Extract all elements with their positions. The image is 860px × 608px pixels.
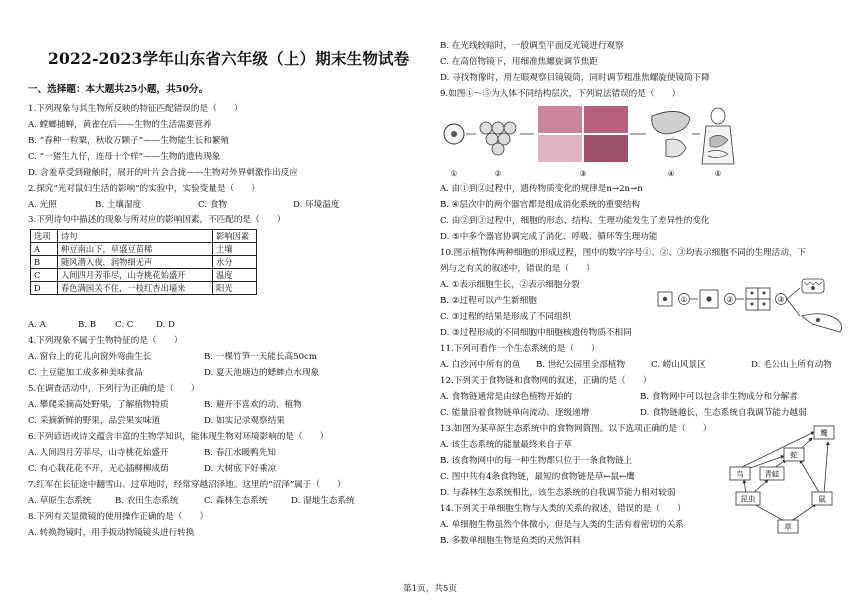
q2-option-d: D. 环境温度: [293, 200, 340, 210]
section-heading: 一、选择题：本大题共25小题，共50分。: [28, 84, 209, 95]
table-cell: 春色满园关不住，一枝红杏出墙来: [58, 282, 213, 295]
table-row: [31, 282, 257, 295]
q8-option-c: C. 在高倍物镜下，用细准焦螺旋调节焦距: [440, 57, 598, 67]
q1-option-d: D. 含羞草受到碰触时，展开的叶片会合拢——生物对外界刺激作出反应: [28, 168, 298, 178]
figure-label: ②: [494, 169, 502, 178]
q13-option-a: A. 该生态系统的能量最终来自于草: [440, 440, 572, 450]
q12-option-c: C. 能量沿着食物链单向流动、逐级递增: [440, 408, 590, 418]
q3-option-b: B. B: [78, 320, 97, 330]
table-cell: A: [31, 243, 58, 256]
q3-stem: 3.下列诗句中描述的现象与所对应的影响因素，不匹配的是（ ）: [28, 215, 286, 225]
q1-option-b: B. “春种一粒粟，秋收万颗子”——生物能生长和繁殖: [28, 136, 230, 146]
q12-option-b: B. 食物网中可以包含非生物成分和分解者: [640, 392, 798, 402]
q3-option-c: C. C: [115, 320, 134, 330]
q5-option-d: D. 如实记录观察结果: [204, 416, 285, 426]
q13-option-b: B. 该食物网中的每一种生物都只位于一条食物链上: [440, 456, 633, 466]
q9-option-c: C. 由②到③过程中，细胞的形态、结构、生理功能发生了差异性的变化: [440, 216, 710, 226]
q5-option-a: A. 攀爬采摘高处野果，了解植物特质: [28, 400, 169, 410]
q13-option-d: D. 与森林生态系统相比，该生态系统的自我调节能力相对较弱: [440, 488, 676, 498]
q13-option-c: C. 图中共有4条食物链，最短的食物链是草←鼠←鹰: [440, 472, 635, 482]
table-cell: 温度: [213, 269, 257, 282]
q8-option-d: D. 寻找物像时，用左眼观察目镜镜筒，同时调节粗准焦螺旋使镜筒下降: [440, 73, 710, 83]
table-header-cell: 选项: [31, 230, 58, 243]
q8-option-b: B. 在光线较暗时，一般调至平面反光镜进行观察: [440, 41, 624, 51]
organ-icon: [652, 111, 690, 157]
q7-option-c: C. 森林生态系统: [204, 496, 268, 506]
node-label: 鸟: [736, 469, 744, 479]
tissue-images: [538, 106, 628, 162]
q11-option-a: A. 白沙河中所有的鱼: [440, 360, 521, 370]
q1-option-c: C. “一猪生九仔，连母十个样”——生物的遗传现象: [28, 152, 221, 162]
q7-option-b: B. 农田生态系统: [115, 496, 179, 506]
table-cell: 随风潜入夜，润物细无声: [58, 256, 213, 269]
q4-option-a: A. 窗台上的花儿向窗外弯曲生长: [28, 352, 152, 362]
body-structure-figure: [440, 104, 740, 178]
q4-option-c: C. 土豆能加工成多种美味食品: [28, 368, 143, 378]
table-header-cell: 诗句: [58, 230, 213, 243]
cell-type-icon: [802, 314, 842, 332]
q8-option-a: A. 转换物镜时，用手扳动物镜镜头进行转换: [28, 528, 195, 538]
node-label: 鼠: [818, 494, 826, 504]
node-label: 蛇: [790, 450, 798, 460]
figure-label: ③: [579, 169, 587, 178]
q11-option-d: D. 毛公山上所有动物: [751, 360, 832, 370]
page-title: 2022-2023学年山东省六年级（上）期末生物试卷: [48, 49, 410, 68]
q8-stem: 8.下列有关显微镜的使用操作正确的是（ ）: [28, 512, 209, 522]
q6-option-d: D. 大树底下好乘凉: [204, 464, 277, 474]
q10-option-d: D. ③过程形成的不同细胞中细胞核遗传物质不相同: [440, 328, 632, 338]
page-footer: 第1页，共5页: [403, 584, 457, 594]
q14-stem: 14.下列关于单细胞生物与人类的关系的叙述，错误的是（ ）: [440, 504, 686, 514]
node-label: 昆虫: [740, 494, 756, 504]
q2-stem: 2.探究“光对鼠妇生活的影响”的实验中，实验变量是（ ）: [28, 184, 260, 194]
cell-division-figure: [654, 276, 848, 342]
table-header-cell: 影响因素: [213, 230, 257, 243]
q1-option-a: A. 螳螂捕蝉，黄雀在后——生物的生活需要营养: [28, 120, 212, 130]
q9-option-a: A. 由①到②过程中，遗传物质变化的规律是n→2n→n: [440, 184, 643, 194]
table-row: [31, 243, 257, 256]
q11-option-b: B. 世纪公园里全部植物: [536, 360, 626, 370]
q9-stem: 9.如图①～⑤为人体不同结构层次，下列说法错误的是（ ）: [440, 89, 681, 99]
figure-label: ④: [667, 169, 675, 178]
digestive-system-icon: [702, 108, 734, 164]
q6-stem: 6.下列谚语或诗文蕴含丰富的生物学知识，能体现生物对环境影响的是（ ）: [28, 432, 329, 442]
figure-label: ①: [450, 169, 458, 178]
step-label: ②: [726, 295, 734, 304]
q14-option-b: B. 多数单细胞生物是鱼类的天然饵料: [440, 536, 581, 546]
q10-option-c: C. ③过程的结果是形成了不同组织: [440, 312, 572, 322]
q11-option-c: C. 崂山风景区: [651, 360, 706, 370]
q2-option-b: B. 土壤湿度: [95, 200, 142, 210]
table-cell: C: [31, 269, 58, 282]
q9-option-b: B. ④层次中的两个器官都是组成消化系统的重要结构: [440, 200, 640, 210]
q5-option-c: C. 采摘新鲜的野果，品尝果实味道: [28, 416, 161, 426]
q5-stem: 5.在调查活动中，下列行为正确的是（ ）: [28, 384, 200, 394]
node-label: 草: [784, 522, 792, 532]
q6-option-b: B. 春江水暖鸭先知: [204, 448, 276, 458]
table-row: [31, 269, 257, 282]
table-header-row: [31, 230, 257, 243]
node-label: 青蛙: [764, 469, 780, 479]
q6-option-a: A. 人间四月芳菲尽，山寺桃花始盛开: [28, 448, 169, 458]
q10-option-a: A. ①表示细胞生长，②表示细胞分裂: [440, 280, 580, 290]
table-cell: D: [31, 282, 58, 295]
q6-option-c: C. 有心栽花花不开，无心插柳柳成荫: [28, 464, 169, 474]
table-cell: B: [31, 256, 58, 269]
table-cell: 土壤: [213, 243, 257, 256]
food-web-diagram: [724, 424, 850, 536]
table-cell: 种豆南山下，草盛豆苗稀: [58, 243, 213, 256]
node-label: 鹰: [820, 428, 828, 438]
q4-option-d: D. 夏天池塘边的蟋蟀点水现象: [204, 368, 320, 378]
q7-option-d: D. 湿地生态系统: [291, 496, 355, 506]
figure-labels: [451, 169, 722, 178]
q10-stem: 10.图示植物体两种细胞的形成过程，图中的数字序号①、②、③均表示细胞不同的生理活动，下: [440, 248, 807, 258]
step-label: ①: [680, 295, 688, 304]
cell-type-icon: [802, 279, 824, 293]
q3-option-d: D. D: [156, 320, 175, 330]
food-web-nodes: [730, 426, 834, 533]
q1-stem: 1.下列现象与其生物所反映的特征匹配错误的是（ ）: [28, 104, 243, 114]
table-cell: 人间四月芳菲尽，山寺桃花始盛开: [58, 269, 213, 282]
q3-option-a: A. A: [28, 320, 46, 330]
q14-option-a: A. 单细胞生物虽然个体微小，但是与人类的生活有着密切的关系: [440, 520, 684, 530]
q5-option-b: B. 避开不喜欢的动、植物: [204, 400, 302, 410]
q10-option-b: B. ②过程可以产生新细胞: [440, 296, 537, 306]
step-label: ③: [777, 295, 785, 304]
table-cell: 阳光: [213, 282, 257, 295]
q12-option-a: A. 食物链通常是由绿色植物开始的: [440, 392, 572, 402]
q7-option-a: A. 草原生态系统: [28, 496, 92, 506]
q11-stem: 11.下列可看作一个生态系统的是（ ）: [440, 344, 600, 354]
table-row: [31, 256, 257, 269]
q4-option-b: B. 一棵竹笋一天能长高50cm: [204, 352, 318, 362]
cell-cluster-icon: [480, 122, 516, 155]
figure-label: ⑤: [714, 169, 722, 178]
q9-option-d: D. ⑤中多个器官协调完成了消化、呼吸、循环等生理功能: [440, 232, 658, 242]
q7-stem: 7.红军在长征途中翻雪山、过草地时，经常穿越沼泽地。这里的“沼泽”属于（ ）: [28, 480, 346, 490]
cell-icon: [444, 124, 464, 144]
table-cell: 水分: [213, 256, 257, 269]
q2-option-c: C. 食物: [198, 200, 227, 210]
q2-option-a: A. 光照: [28, 200, 57, 210]
q12-stem: 12.下列关于食物链和食物网的叙述，正确的是（ ）: [440, 376, 652, 386]
q13-stem: 13.如图为某草原生态系统中的食物网简图。以下选项正确的是（ ）: [440, 424, 712, 434]
poem-table: [30, 229, 257, 295]
q12-option-d: D. 食物链越长，生态系统自我调节能力越弱: [640, 408, 807, 418]
q10-stem-cont: 列与之有关的叙述中，错误的是（ ）: [440, 264, 595, 274]
q4-stem: 4.下列现象不属于生物特征的是（ ）: [28, 336, 183, 346]
